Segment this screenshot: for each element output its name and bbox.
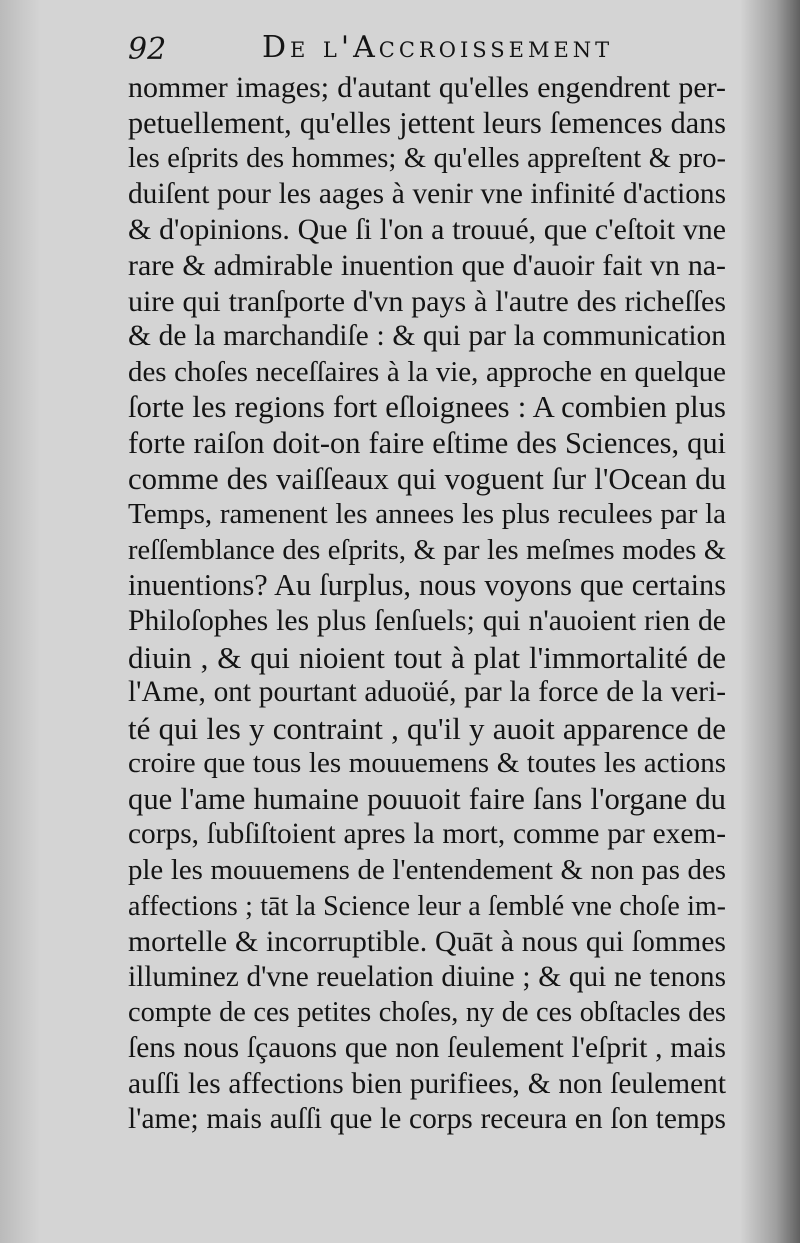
page-header	[128, 28, 728, 68]
text-line: petuellement, qu'elles jettent leurs ſemences dans	[128, 105, 726, 140]
text-line: comme des vaiſſeaux qui voguent ſur l'Ocean du	[128, 461, 726, 496]
text-line: Philoſophes les plus ſenſuels; qui n'auoient rien de	[128, 604, 726, 637]
text-line: reſſemblance des eſprits, & par les meſmes modes &	[128, 534, 726, 566]
text-line: uire qui tranſporte d'vn pays à l'autre des richeſſes	[128, 284, 726, 318]
body-text	[128, 70, 726, 1138]
text-line: inuentions? Au ſurplus, nous voyons que certains	[128, 568, 726, 603]
text-line: l'Ame, ont pourtant aduoüé, par la force de la veri-	[128, 676, 726, 709]
text-line: & d'opinions. Que ſi l'on a trouué, que c'eſtoit vne	[128, 213, 726, 247]
text-line: l'ame; mais auſſi que le corps receura en ſon temps	[128, 1103, 726, 1136]
running-head: De l'Accroissement	[262, 30, 614, 65]
text-line: duiſent pour les aages à venir vne infinité d'actions	[128, 177, 726, 210]
text-line: compte de ces petites choſes, ny de ces obſtacles des	[128, 997, 726, 1029]
text-line: des choſes neceſſaires à la vie, approche en quelque	[128, 355, 726, 388]
text-line: & de la marchandiſe : & qui par la communication	[128, 320, 726, 353]
text-line: les eſprits des hommes; & qu'elles appreſtent & pro-	[128, 143, 726, 175]
text-line: illuminez d'vne reuelation diuine ; & qui ne tenons	[128, 960, 726, 993]
text-line: auſſi les affections bien purifiees, & non ſeulement	[128, 1067, 726, 1100]
page-number: 92	[128, 32, 167, 67]
text-line: rare & admirable inuention que d'auoir fait vn na-	[128, 248, 726, 282]
text-line: diuin , & qui nioient tout à plat l'immortalité de	[128, 639, 726, 675]
text-line: ſens nous ſçauons que non ſeulement l'eſprit , mais	[128, 1032, 726, 1065]
text-line: que l'ame humaine pouuoit faire ſans l'organe du	[128, 781, 726, 816]
text-line: affections ; tāt la Science leur a ſemblé vne choſe im-	[128, 890, 726, 922]
text-line: ſorte les regions fort eſloignees : A combien plus	[128, 390, 726, 425]
text-line: nommer images; d'autant qu'elles engendrent per-	[128, 71, 726, 104]
text-line: croire que tous les mouuemens & toutes les actions	[128, 747, 726, 780]
text-line: Temps, ramenent les annees les plus reculees par la	[128, 498, 726, 531]
text-line: mortelle & incorruptible. Quāt à nous qui ſommes	[128, 925, 726, 959]
text-line: corps, ſubſiſtoient apres la mort, comme par exem-	[128, 818, 726, 851]
text-line: ple les mouuemens de l'entendement & non pas des	[128, 854, 726, 887]
text-line: forte raiſon doit-on faire eſtime des Sciences, qui	[128, 425, 726, 460]
text-line: té qui les y contraint , qu'il y auoit apparence de	[128, 710, 726, 746]
